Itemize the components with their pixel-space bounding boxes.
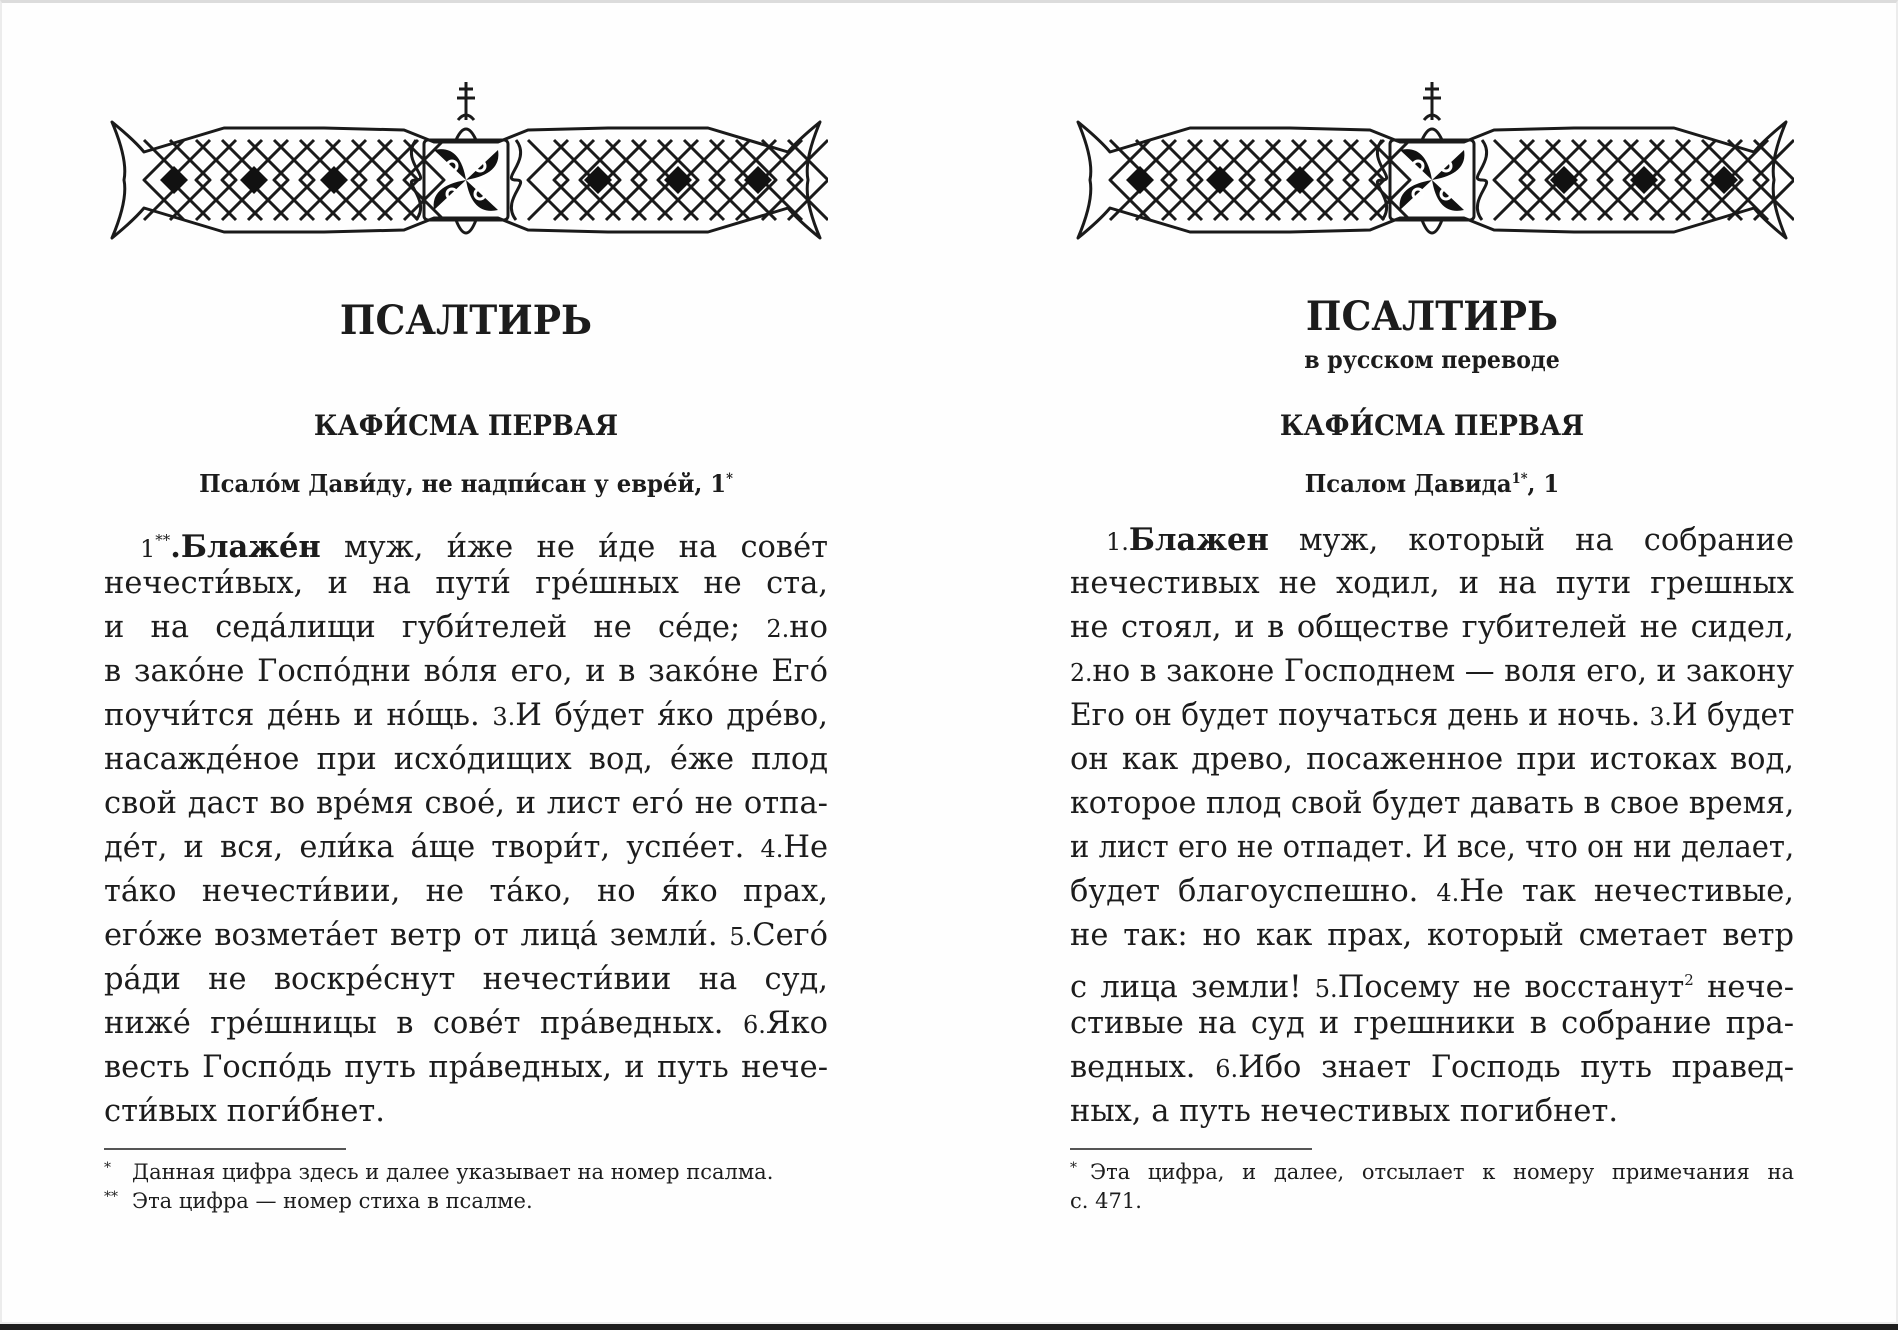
- psalm-text: [104, 518, 828, 1134]
- text-line: [104, 826, 828, 870]
- text-line: [1070, 958, 1794, 1005]
- text-line: [104, 870, 828, 914]
- page-title: ПСАЛТИРЬ: [1305, 293, 1559, 340]
- footnote-text: Эта цифра, и далее, отсылает к номеру примечания на: [1090, 1160, 1794, 1184]
- kathisma-heading: КАФИ́СМА ПЕРВАЯ: [313, 409, 619, 442]
- verse-text: сти́вых поги́бнет.: [104, 1094, 385, 1129]
- verse-text: ра́ди не воскре́снут нечести́вии на суд,: [104, 962, 828, 997]
- text-line: [1070, 738, 1794, 782]
- verse-number: 3.: [1649, 703, 1672, 731]
- verse-number: 4.: [760, 835, 784, 863]
- footnote-mark: *: [104, 1160, 111, 1176]
- verse-text: Яко: [765, 1006, 828, 1041]
- verse-text: И бу́дет я́ко дре́во,: [515, 698, 828, 733]
- footnote-mark: *: [726, 471, 733, 487]
- verse-number: 3.: [492, 703, 516, 731]
- text-line: [1070, 826, 1794, 870]
- verse-number: 6.: [743, 1011, 766, 1039]
- verse-number: 2.: [766, 615, 790, 643]
- verse-text: И будет: [1671, 698, 1795, 733]
- verse-text: и на седа́лищи губи́телей не се́де;: [104, 610, 767, 645]
- verse-number: 1: [140, 535, 156, 563]
- text-line: [1070, 1002, 1794, 1046]
- verse-text: Его он будет поучаться день и ночь.: [1070, 698, 1650, 733]
- footnotes: [1070, 1158, 1794, 1216]
- text-line: [104, 782, 828, 826]
- verse-text: и лист его не отпадет. И все, что он ни делает,: [1070, 830, 1795, 865]
- verse-text: свой даст во вре́мя свое́, и лист его́ не отпа-: [104, 786, 828, 821]
- verse-text: но в законе Господнем — воля его, и закону: [1092, 654, 1794, 689]
- verse-number: 4.: [1436, 879, 1460, 907]
- verse-text: нече-: [1693, 970, 1794, 1005]
- text-line: [104, 518, 828, 565]
- verse-number: 5.: [729, 923, 753, 951]
- verse-text: его́же возмета́ет ветр от лица́ земли́.: [104, 918, 730, 953]
- text-line: [1070, 914, 1794, 958]
- verse-text: весть Госпо́дь путь пра́ведных, и путь нече-: [104, 1050, 828, 1085]
- footnote-mark: **: [104, 1189, 118, 1205]
- verse-number: 6.: [1215, 1055, 1239, 1083]
- verse-text: не стоял, и в обществе губителей не сидел,: [1070, 610, 1794, 645]
- footnote-mark: **: [155, 531, 171, 549]
- psalm-number: , 1: [1527, 469, 1560, 498]
- text-line: [1070, 694, 1794, 738]
- verse-number: 2.: [1070, 659, 1093, 687]
- verse-text: в зако́не Госпо́дни во́ля его, и в зако́не Его́: [104, 654, 828, 689]
- text-line: [1070, 606, 1794, 650]
- verse-text: Посему не восстанут: [1337, 970, 1685, 1005]
- verse-text: не так: но как прах, который сметает ветр: [1070, 918, 1794, 953]
- footnote-mark: *: [1070, 1160, 1077, 1176]
- footnote: [1070, 1158, 1794, 1187]
- verse-text: Ибо знает Господь путь правед-: [1238, 1050, 1795, 1085]
- verse-text: муж, и́же не и́де на сове́т: [320, 530, 828, 565]
- footnote-divider: [1070, 1148, 1312, 1150]
- psalm-heading-text: Псало́м Дави́ду, не надпи́сан у евре́й, 1: [199, 469, 727, 498]
- verse-text: он как древо, посаженное при истоках вод,: [1070, 742, 1794, 777]
- psalm-heading: [129, 469, 802, 498]
- verse-number: 5.: [1314, 975, 1338, 1003]
- footnote-text: Данная цифра здесь и далее указывает на номер псалма.: [132, 1160, 774, 1184]
- text-line: [104, 1090, 828, 1134]
- verse-text: та́ко нечести́вии, не та́ко, но я́ко прах,: [104, 874, 828, 909]
- verse-text: будет благоуспешно.: [1070, 874, 1437, 909]
- footnote-mark: 2: [1684, 971, 1694, 989]
- footnote-divider: [104, 1148, 346, 1150]
- headpiece-ornament-icon: [104, 80, 828, 260]
- footnote: [1070, 1187, 1794, 1216]
- right-page-russian: [1070, 0, 1794, 1320]
- first-word: .Блаже́н: [170, 529, 321, 565]
- verse-text: поучи́тся де́нь и но́щь.: [104, 698, 493, 733]
- verse-text: нечестивых не ходил, и на пути грешных: [1070, 566, 1794, 601]
- verse-text: Не так нечестивые,: [1459, 874, 1794, 909]
- verse-text: нечести́вых, и на пути́ гре́шных не ста,: [104, 566, 828, 601]
- verse-number: 1.: [1106, 528, 1129, 556]
- first-word: Блажен: [1128, 522, 1269, 558]
- verse-text: Не: [783, 830, 828, 865]
- text-line: [1070, 650, 1794, 694]
- text-line: [1070, 518, 1794, 562]
- verse-text: которое плод свой будет давать в свое время,: [1070, 786, 1795, 821]
- text-line: [104, 1046, 828, 1090]
- verse-text: ведных.: [1070, 1050, 1216, 1085]
- page-subtitle: в русском переводе: [1304, 345, 1560, 374]
- text-line: [104, 650, 828, 694]
- footnote: [104, 1187, 828, 1216]
- text-line: [1070, 1046, 1794, 1090]
- page-title: ПСАЛТИРЬ: [339, 297, 593, 344]
- text-line: [104, 738, 828, 782]
- text-line: [104, 1002, 828, 1046]
- verse-text: с лица земли!: [1070, 970, 1315, 1005]
- text-line: [104, 562, 828, 606]
- verse-text: ных, а путь нечестивых погибнет.: [1070, 1094, 1619, 1129]
- text-line: [1070, 782, 1794, 826]
- footnotes: [104, 1158, 828, 1216]
- psalm-text: [1070, 518, 1794, 1134]
- text-line: [1070, 870, 1794, 914]
- verse-text: де́т, и вся, ели́ка а́ще твори́т, успе́ет.: [104, 830, 761, 865]
- text-line: [104, 914, 828, 958]
- footnote-mark: 1*: [1511, 471, 1528, 487]
- footnote-text: с. 471.: [1070, 1189, 1142, 1213]
- footnote: [104, 1158, 828, 1187]
- verse-text: стивые на суд и грешники в собрание пра-: [1070, 1006, 1794, 1041]
- verse-text: но: [789, 610, 828, 645]
- text-line: [104, 606, 828, 650]
- verse-text: насажде́ное при исхо́дищих вод, е́же плод: [104, 742, 828, 777]
- verse-text: Сего́: [752, 918, 828, 953]
- psalm-heading: [1095, 469, 1768, 498]
- text-line: [1070, 562, 1794, 606]
- psalm-heading-text: Псалом Давида: [1304, 469, 1512, 498]
- kathisma-heading: КАФИ́СМА ПЕРВАЯ: [1279, 409, 1585, 442]
- headpiece-ornament-icon: [1070, 80, 1794, 260]
- left-page-church-slavonic: [104, 0, 828, 1320]
- text-line: [1070, 1090, 1794, 1134]
- verse-text: ниже́ гре́шницы в сове́т пра́ведных.: [104, 1006, 744, 1041]
- footnote-text: Эта цифра — номер стиха в псалме.: [132, 1189, 533, 1213]
- bottom-edge: [0, 1324, 1898, 1330]
- text-line: [104, 958, 828, 1002]
- text-line: [104, 694, 828, 738]
- verse-text: муж, который на собрание: [1268, 523, 1794, 558]
